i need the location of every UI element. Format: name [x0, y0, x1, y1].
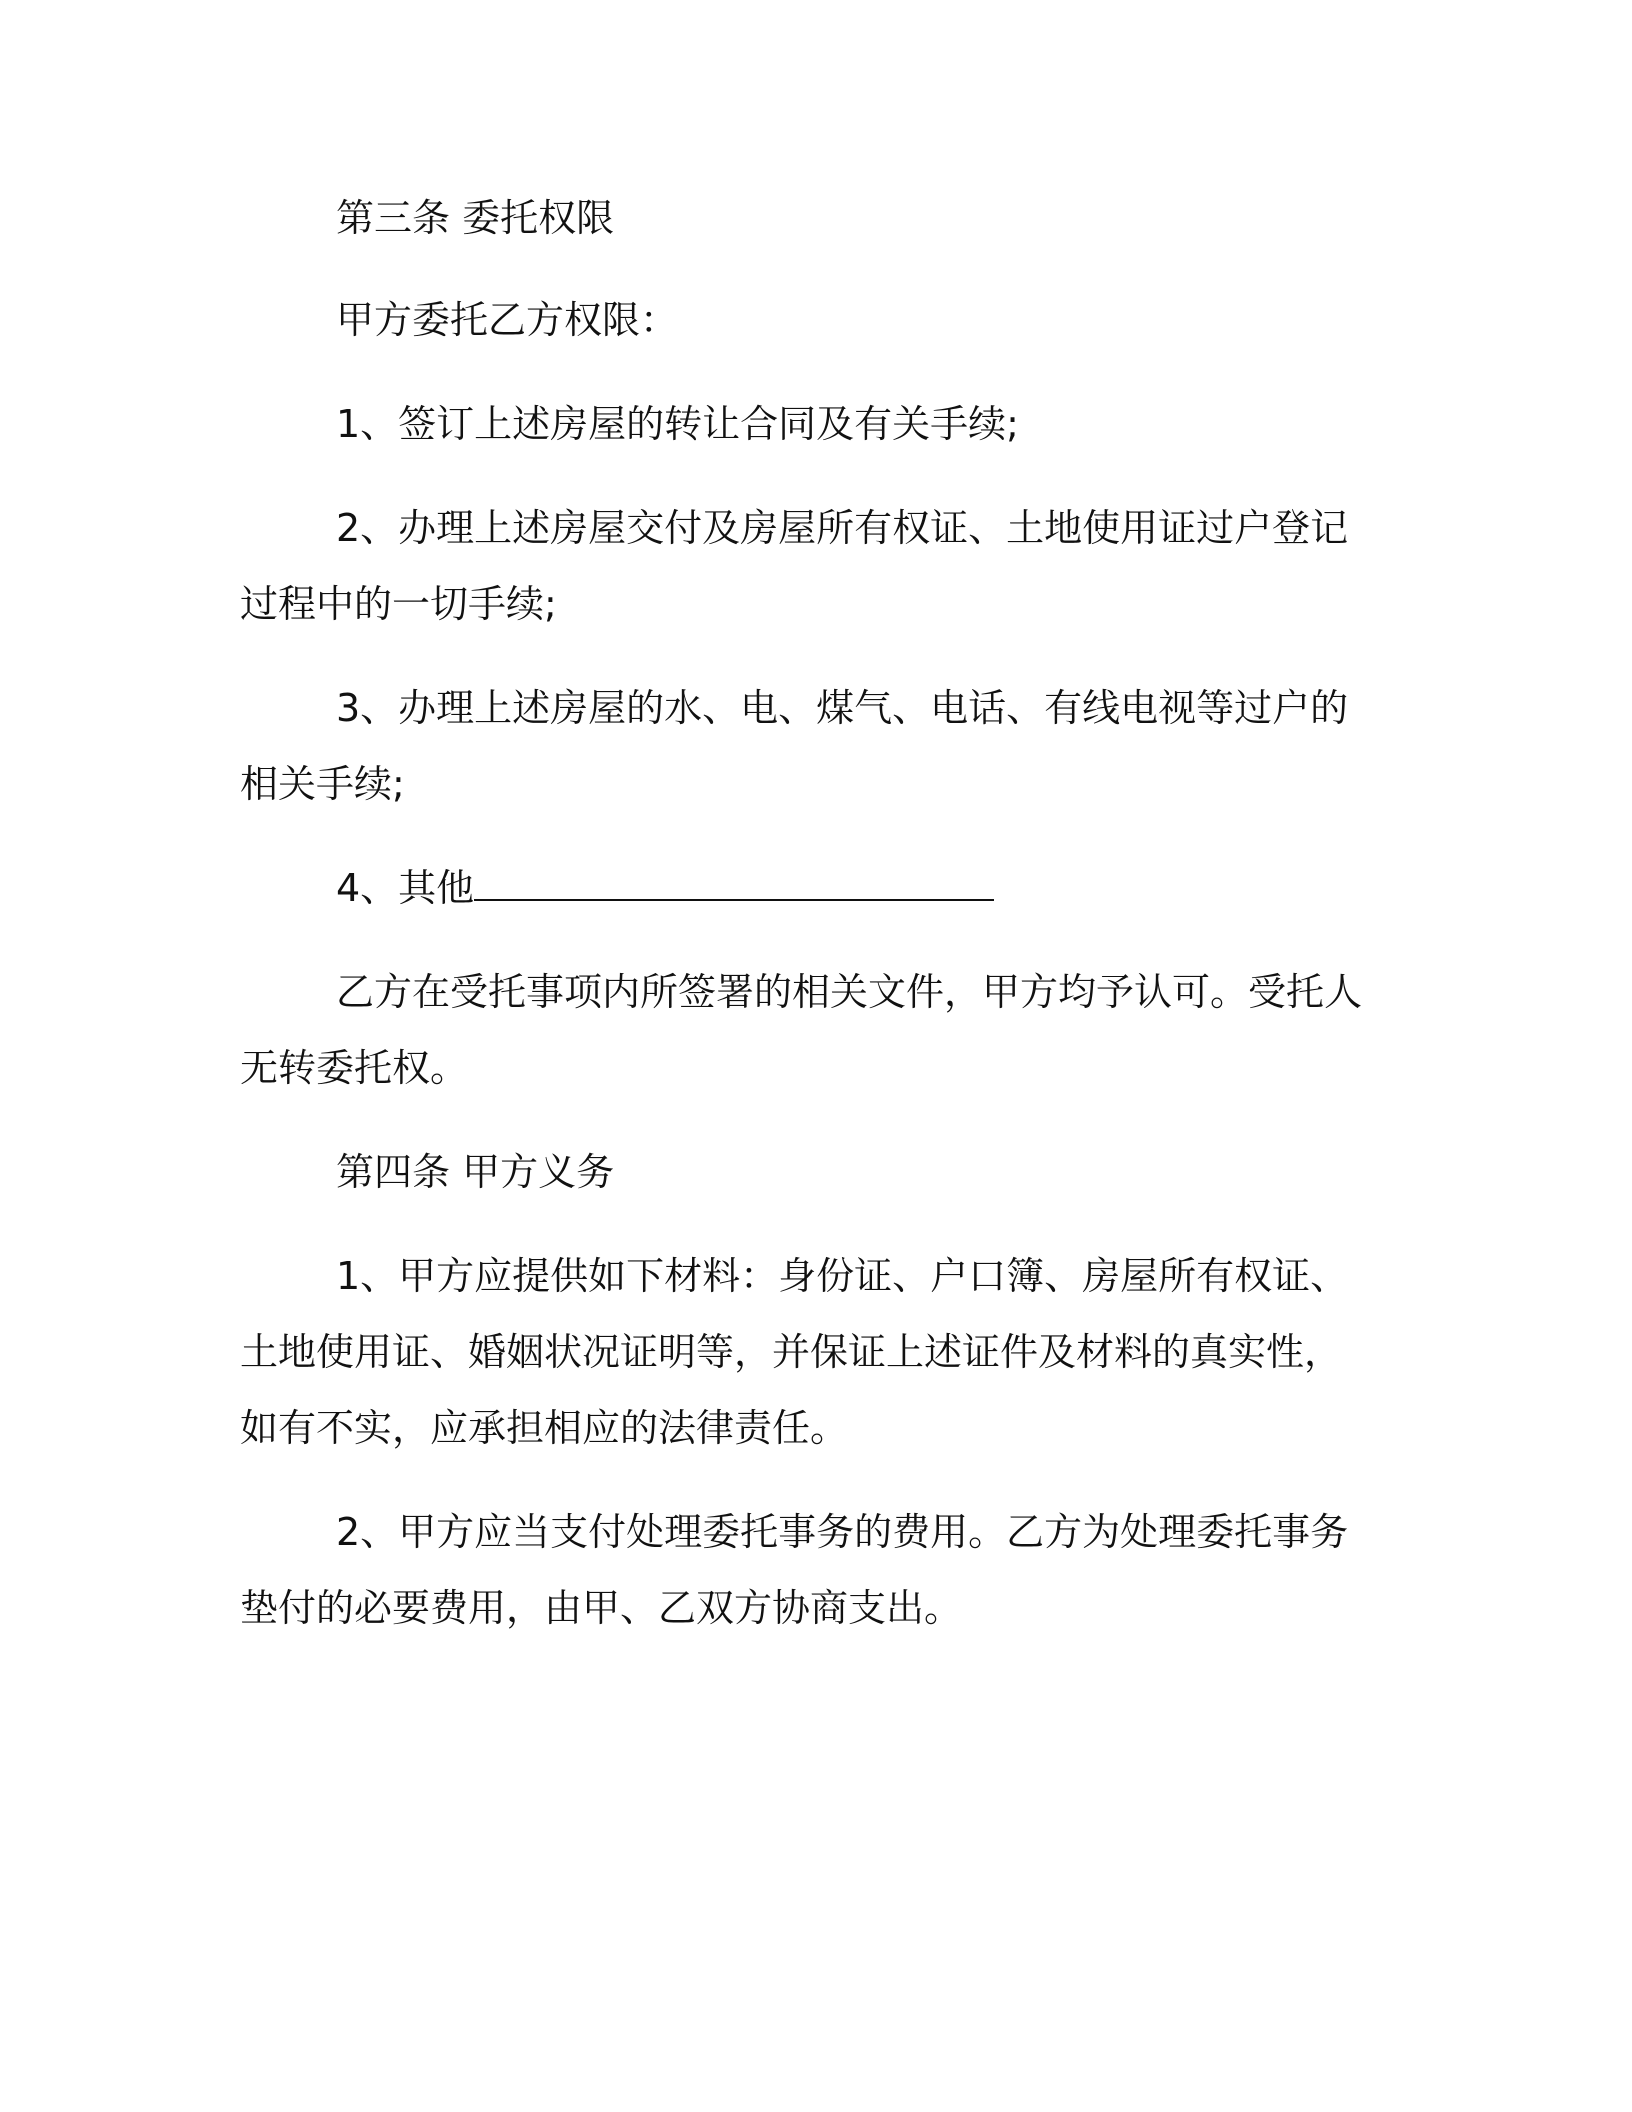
article-3-item-4	[240, 850, 1370, 926]
article-3-item-2: 2、办理上述房屋交付及房屋所有权证、土地使用证过户登记过程中的一切手续;	[240, 506, 1349, 626]
article-3-intro: 甲方委托乙方权限：	[336, 298, 679, 342]
article-4-item-2: 2、甲方应当支付处理委托事务的费用。乙方为处理委托事务垫付的必要费用，由甲、乙双方协商支出。	[240, 1510, 1349, 1630]
article-3-item-4-label: 4、其他	[336, 866, 475, 910]
article-4-heading: 第四条 甲方义务	[336, 1150, 615, 1194]
fill-in-blank-line	[474, 869, 994, 901]
article-3-heading: 第三条 委托权限	[336, 196, 615, 240]
article-3-note: 乙方在受托事项内所签署的相关文件，甲方均予认可。受托人无转委托权。	[240, 970, 1363, 1090]
article-3-item-1: 1、签订上述房屋的转让合同及有关手续;	[336, 402, 1019, 446]
article-3-item-3: 3、办理上述房屋的水、电、煤气、电话、有线电视等过户的相关手续;	[240, 686, 1349, 806]
article-4-item-1: 1、甲方应提供如下材料：身份证、户口簿、房屋所有权证、土地使用证、婚姻状况证明等，并保证上述证件及材料的真实性，如有不实，应承担相应的法律责任。	[240, 1254, 1349, 1450]
